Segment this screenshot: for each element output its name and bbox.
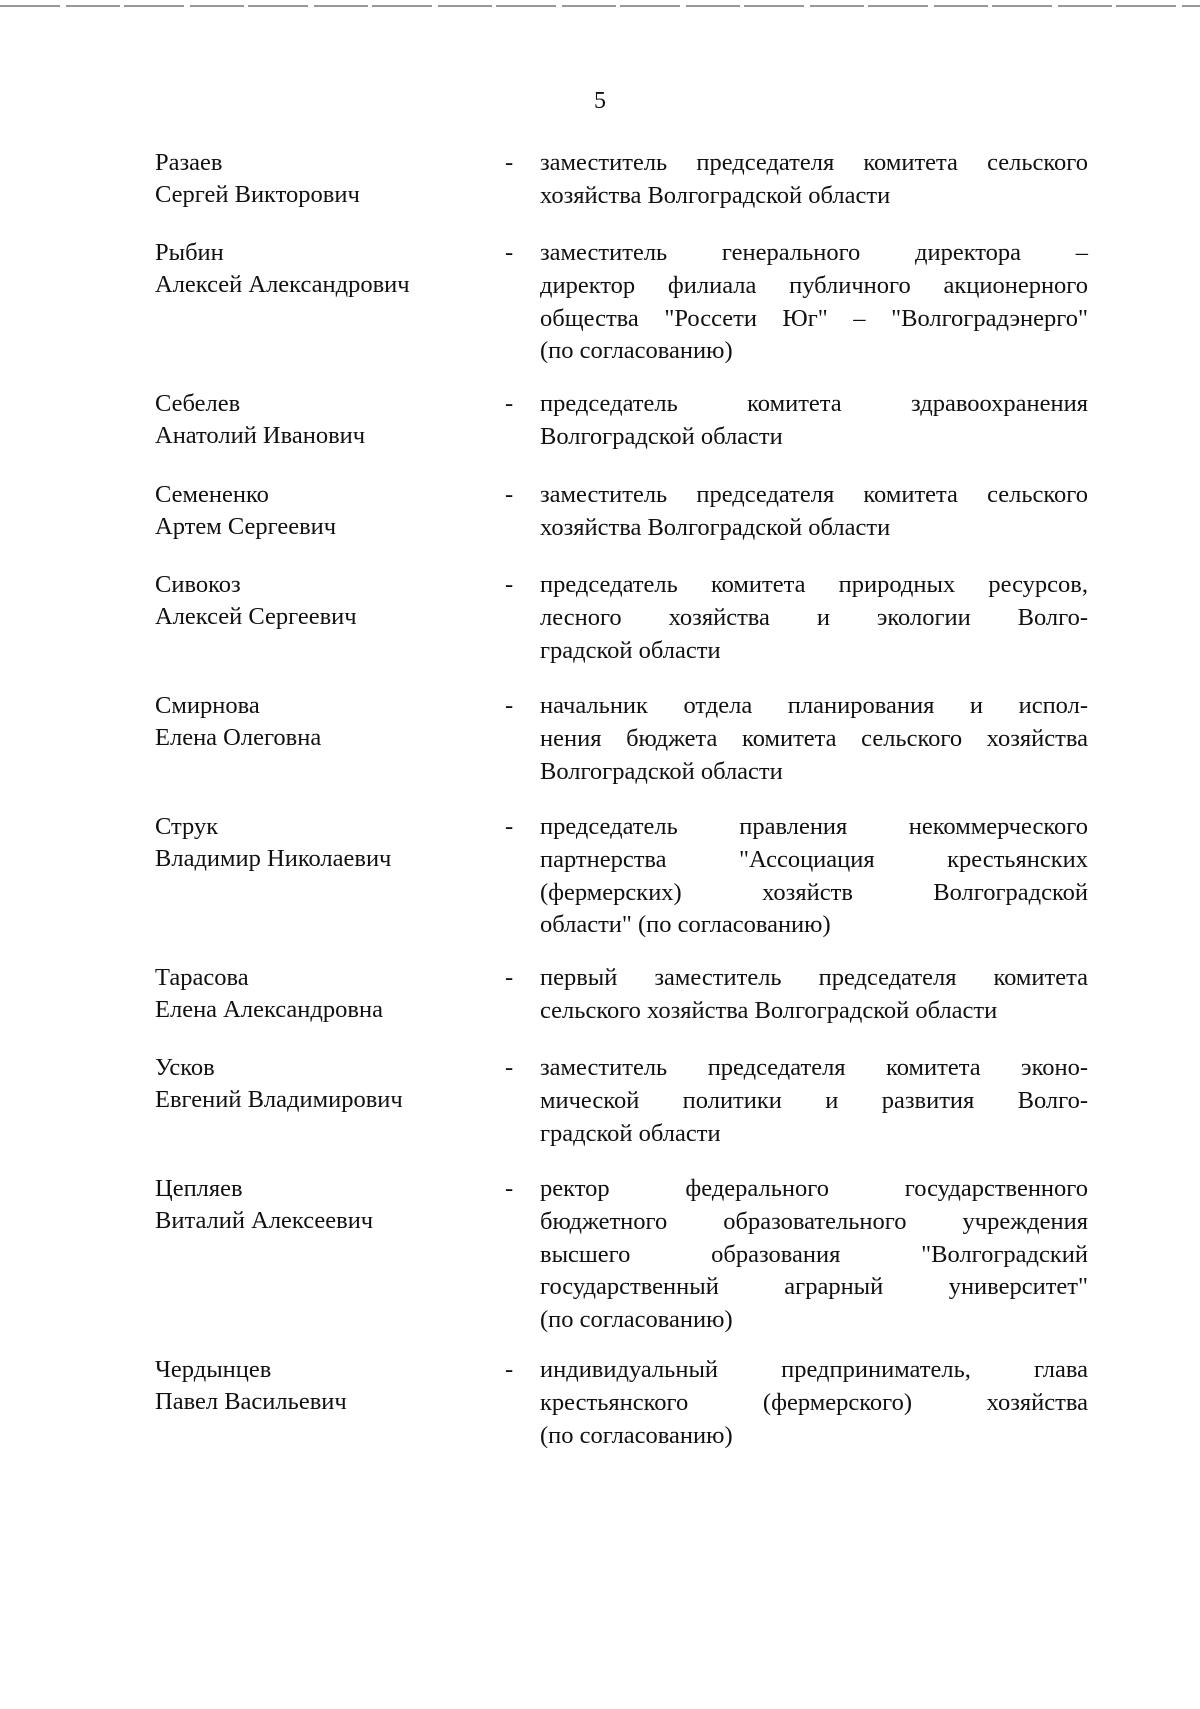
position-line: партнерства "Ассоциация крестьянских bbox=[540, 845, 1088, 873]
member-given-names: Елена Олеговна bbox=[155, 724, 322, 751]
position-line: (по согласованию) bbox=[540, 337, 733, 365]
position-line: хозяйства Волгоградской области bbox=[540, 181, 891, 209]
position-line: высшего образования "Волгоградский bbox=[540, 1240, 1088, 1268]
separator-dash: - bbox=[505, 239, 514, 266]
position-line: директор филиала публичного акционерного bbox=[540, 271, 1088, 299]
member-name bbox=[155, 1052, 495, 1116]
position-line: общества "Россети Юг" – "Волгоградэнерго" bbox=[540, 304, 1088, 332]
member-name bbox=[155, 1173, 495, 1237]
member-position bbox=[540, 479, 1088, 545]
position-line: индивидуальный предприниматель, глава bbox=[540, 1356, 1088, 1383]
member-surname: Сивокоз bbox=[155, 571, 241, 598]
position-line: (фермерских) хозяйств Волгоградской bbox=[540, 878, 1088, 906]
position-line: (по согласованию) bbox=[540, 1306, 733, 1334]
member-position bbox=[540, 690, 1088, 788]
separator-dash: - bbox=[505, 1175, 514, 1202]
member-surname: Разаев bbox=[155, 149, 223, 176]
member-position bbox=[540, 237, 1088, 368]
member-name bbox=[155, 479, 495, 543]
position-line: области" (по согласованию) bbox=[540, 911, 831, 939]
position-line: сельского хозяйства Волгоградской области bbox=[540, 996, 998, 1024]
separator-dash: - bbox=[505, 571, 514, 598]
position-line: градской области bbox=[540, 1119, 721, 1147]
member-position bbox=[540, 1173, 1088, 1337]
position-line: заместитель генерального директора – bbox=[540, 239, 1088, 266]
member-position bbox=[540, 388, 1088, 454]
member-given-names: Сергей Викторович bbox=[155, 181, 360, 208]
member-position bbox=[540, 962, 1088, 1028]
member-position bbox=[540, 1052, 1088, 1150]
member-name bbox=[155, 237, 495, 301]
position-line: государственный аграрный университет" bbox=[540, 1273, 1088, 1301]
member-given-names: Елена Александровна bbox=[155, 996, 383, 1023]
member-given-names: Артем Сергеевич bbox=[155, 513, 337, 540]
position-line: заместитель председателя комитета сельского bbox=[540, 149, 1088, 176]
page-number: 5 bbox=[594, 88, 606, 114]
member-surname: Семененко bbox=[155, 481, 269, 508]
member-surname: Струк bbox=[155, 813, 219, 840]
separator-dash: - bbox=[505, 481, 514, 508]
position-line: председатель комитета природных ресурсов, bbox=[540, 571, 1088, 598]
member-name bbox=[155, 147, 495, 211]
position-line: Волгоградской области bbox=[540, 757, 783, 785]
position-line: бюджетного образовательного учреждения bbox=[540, 1207, 1088, 1235]
member-surname: Тарасова bbox=[155, 964, 249, 991]
member-surname: Смирнова bbox=[155, 692, 260, 719]
member-position bbox=[540, 147, 1088, 213]
position-line: мической политики и развития Волго- bbox=[540, 1086, 1088, 1114]
member-name bbox=[155, 690, 495, 754]
member-given-names: Анатолий Иванович bbox=[155, 422, 366, 449]
position-line: крестьянского (фермерского) хозяйства bbox=[540, 1388, 1088, 1416]
separator-dash: - bbox=[505, 813, 514, 840]
member-given-names: Павел Васильевич bbox=[155, 1388, 347, 1415]
position-line: нения бюджета комитета сельского хозяйства bbox=[540, 724, 1088, 752]
member-position bbox=[540, 569, 1088, 667]
member-position bbox=[540, 1354, 1088, 1452]
member-name bbox=[155, 962, 495, 1026]
member-surname: Чердынцев bbox=[155, 1356, 272, 1383]
member-surname: Рыбин bbox=[155, 239, 224, 266]
position-line: хозяйства Волгоградской области bbox=[540, 513, 891, 541]
position-line: ректор федерального государственного bbox=[540, 1175, 1088, 1202]
member-surname: Усков bbox=[155, 1054, 215, 1081]
member-name bbox=[155, 1354, 495, 1418]
separator-dash: - bbox=[505, 1356, 514, 1383]
position-line: председатель правления некоммерческого bbox=[540, 813, 1088, 840]
member-name bbox=[155, 569, 495, 633]
member-name bbox=[155, 388, 495, 452]
position-line: председатель комитета здравоохранения bbox=[540, 390, 1088, 417]
position-line: первый заместитель председателя комитета bbox=[540, 964, 1088, 991]
position-line: (по согласованию) bbox=[540, 1421, 733, 1449]
position-line: градской области bbox=[540, 636, 721, 664]
member-name bbox=[155, 811, 495, 875]
position-line: Волгоградской области bbox=[540, 422, 783, 450]
position-line: заместитель председателя комитета сельского bbox=[540, 481, 1088, 508]
member-surname: Себелев bbox=[155, 390, 241, 417]
separator-dash: - bbox=[505, 1054, 514, 1081]
member-given-names: Владимир Николаевич bbox=[155, 845, 392, 872]
separator-dash: - bbox=[505, 964, 514, 991]
position-line: начальник отдела планирования и испол- bbox=[540, 692, 1088, 719]
separator-dash: - bbox=[505, 390, 514, 417]
member-given-names: Алексей Сергеевич bbox=[155, 603, 357, 630]
member-given-names: Евгений Владимирович bbox=[155, 1086, 403, 1113]
position-line: лесного хозяйства и экологии Волго- bbox=[540, 603, 1088, 631]
member-surname: Цепляев bbox=[155, 1175, 243, 1202]
separator-dash: - bbox=[505, 149, 514, 176]
member-given-names: Виталий Алексеевич bbox=[155, 1207, 374, 1234]
member-position bbox=[540, 811, 1088, 942]
position-line: заместитель председателя комитета эконо- bbox=[540, 1054, 1088, 1081]
separator-dash: - bbox=[505, 692, 514, 719]
member-given-names: Алексей Александрович bbox=[155, 271, 410, 298]
